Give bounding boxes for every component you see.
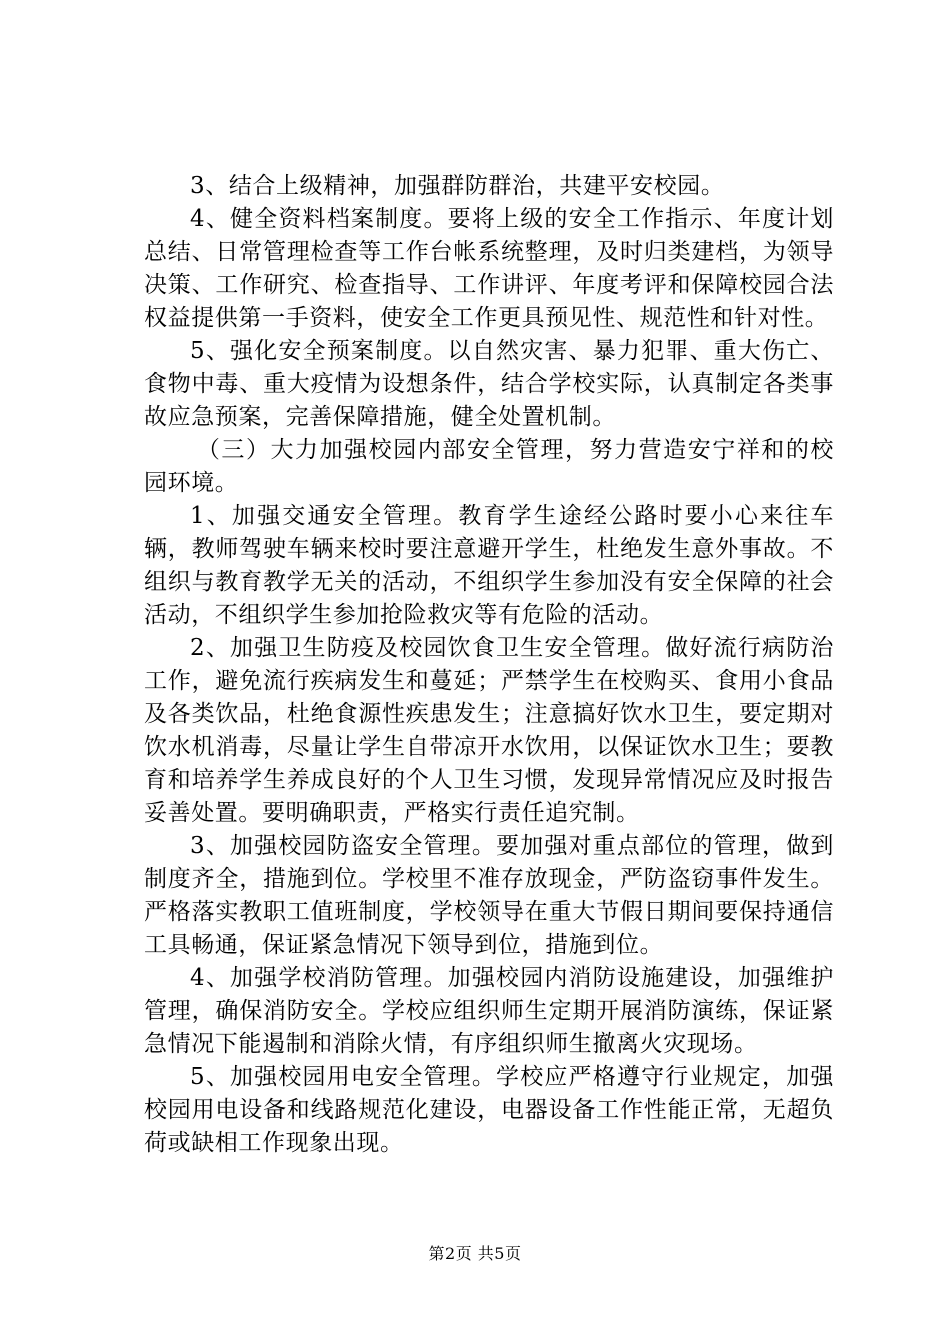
document-body: [144, 170, 834, 1160]
paragraph-health-food-safety: 2、加强卫生防疫及校园饮食卫生安全管理。做好流行病防治工作，避免流行疾病发生和蔓延；严禁学生在校购买、食用小食品及各类饮品，杜绝食源性疾患发生；注意搞好饮水卫生，要定期对饮水机消毒，尽量让学生自带凉开水饮用，以保证饮水卫生；要教育和培养学生养成良好的个人卫生习惯，发现异常情况应及时报告妥善处置。要明确职责，严格实行责任追究制。: [144, 635, 834, 826]
paragraph-theft-prevention: 3、加强校园防盗安全管理。要加强对重点部位的管理，做到制度齐全，措施到位。学校里不准存放现金，严防盗窃事件发生。严格落实教职工值班制度，学校领导在重大节假日期间要保持通信工具畅通，保证紧急情况下领导到位，措施到位。: [144, 833, 834, 958]
paragraph-fire-safety: 4、加强学校消防管理。加强校园内消防设施建设，加强维护管理，确保消防安全。学校应组织师生定期开展消防演练，保证紧急情况下能遏制和消除火情，有序组织师生撤离火灾现场。: [144, 965, 834, 1057]
paragraph-item-5-emergency-plan: 5、强化安全预案制度。以自然灾害、暴力犯罪、重大伤亡、食物中毒、重大疫情为设想条件，结合学校实际，认真制定各类事故应急预案，完善保障措施，健全处置机制。: [144, 338, 834, 430]
paragraph-electrical-safety: 5、加强校园用电安全管理。学校应严格遵守行业规定，加强校园用电设备和线路规范化建设，电器设备工作性能正常，无超负荷或缺相工作现象出现。: [144, 1064, 834, 1156]
paragraph-item-4-archives: 4、健全资料档案制度。要将上级的安全工作指示、年度计划总结、日常管理检查等工作台帐系统整理，及时归类建档，为领导决策、工作研究、检查指导、工作讲评、年度考评和保障校园合法权益提供第一手资料，使安全工作更具预见性、规范性和针对性。: [144, 206, 834, 331]
paragraph-traffic-safety: 1、加强交通安全管理。教育学生途经公路时要小心来往车辆，教师驾驶车辆来校时要注意避开学生，杜绝发生意外事故。不组织与教育教学无关的活动，不组织学生参加没有安全保障的社会活动，不组织学生参加抢险救灾等有危险的活动。: [144, 503, 834, 628]
page-number-footer: 第2页 共5页: [428, 1244, 522, 1263]
section-heading-3: （三）大力加强校园内部安全管理，努力营造安宁祥和的校园环境。: [144, 437, 834, 496]
paragraph-item-3: 3、结合上级精神，加强群防群治，共建平安校园。: [190, 173, 725, 199]
